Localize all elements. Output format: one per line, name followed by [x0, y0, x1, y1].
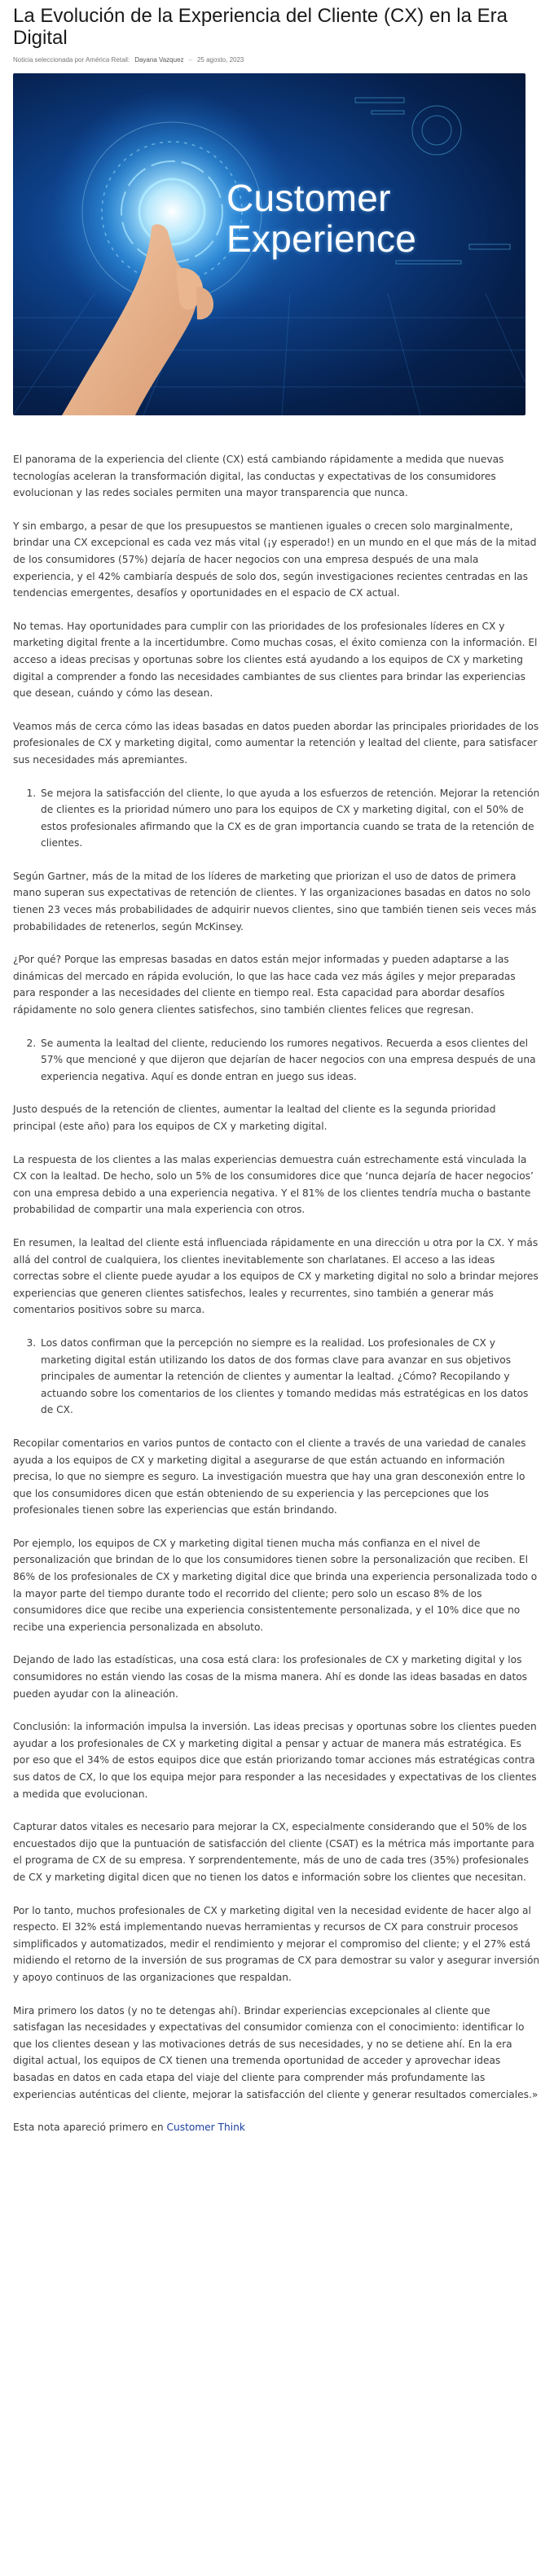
hero-headline	[226, 178, 416, 259]
paragraph: ¿Por qué? Porque las empresas basadas en datos están mejor informadas y pueden adaptarse a las dinámicas del mercado en rápida evolución, lo que las hace cada vez más ágiles y mejor preparadas para responder a las necesidades del cliente en tiempo real. Esta capacidad para abordar desafíos rápidamente no solo genera clientes satisfechos, sino también clientes felices que regresan.	[13, 954, 516, 1016]
paragraph: No temas. Hay oportunidades para cumplir con las prioridades de los profesionales líderes en CX y marketing digital frente a la incertidumbre. Como muchas cosas, el éxito comienza con la información. El acceso a ideas precisas y oportunas sobre los clientes está ayudando a los equipos de CX y marketing digital a comprender a fondo las necesidades cambiantes de sus clientes para brindar las experiencias que desean, cuándo y cómo las desean.	[13, 620, 538, 700]
paragraph: Capturar datos vitales es necesario para mejorar la CX, especialmente considerando que el 50% de los encuestados dijo que la puntuación de satisfacción del cliente (CSAT) es la métrica más importante para el programa de CX de su empresa. Y sorprendentemente, más de uno de cada tres (35%) profesionales de CX y marketing digital dicen que no tienen los datos e información sobre los clientes que necesitan.	[13, 1821, 534, 1883]
paragraph: El panorama de la experiencia del cliente (CX) está cambiando rápidamente a medida que nuevas tecnologías aceleran la transformación digital, las conductas y expectativas de los consumidores evolucionan y las redes sociales permiten una mayor transparencia que nunca.	[13, 454, 504, 499]
paragraph: Por lo tanto, muchos profesionales de CX y marketing digital ven la necesidad evidente de hacer algo al respecto. El 32% está implementando nuevas herramientas y recursos de CX para construir procesos simplificados y automatizados, medir el rendimiento y mejorar el compromiso del cliente; y el 27% está midiendo el retorno de la inversión de sus programas de CX para demostrar su valor y asegurar inversión y apoyo continuos de las organizaciones que respaldan.	[13, 1904, 540, 1983]
article-meta	[13, 56, 541, 64]
source-link[interactable]: Customer Think	[166, 2122, 245, 2134]
numbered-list	[13, 785, 541, 852]
numbered-list	[13, 1335, 541, 1419]
paragraph: En resumen, la lealtad del cliente está influenciada rápidamente en una dirección u otra por la CX. Y más allá del control de cualquiera, los clientes inevitablemente son charlatanes. El acceso a las ideas correctas sobre el cliente puede ayudar a los equipos de CX y marketing digital no solo a brindar mejores experiencias que generen clientes satisfechos, leales y recurrentes, sino también a generar más comentarios positivos sobre su marca.	[13, 1236, 539, 1316]
list-item: 3. Los datos confirman que la percepción no siempre es la realidad. Los profesionales de CX y marketing digital están utilizando los datos de dos formas clave para avanzar en sus objetivos principales de aumentar la retención de clientes y aumentar la lealtad. ¿Cómo? Recopilando y actuando sobre los comentarios de los clientes y tomando medidas más estratégicas en los datos de CX.	[39, 1335, 541, 1419]
list-item: 2. Se aumenta la lealtad del cliente, reduciendo los rumores negativos. Recuerda a esos clientes del 57% que mencioné y que dijeron que dejarían de hacer negocios con una empresa después de una experiencia negativa. Aquí es donde entran en juego sus ideas.	[39, 1035, 541, 1086]
paragraph: La respuesta de los clientes a las malas experiencias demuestra cuán estrechamente está vinculada la CX con la lealtad. De hecho, solo un 5% de los consumidores dice que ‘nunca dejaría de hacer negocios’ con una empresa debido a una experiencia negativa. Y el 81% de los clientes tendría mucha o bastante probabilidad de compartir una mala experiencia con otros.	[13, 1153, 534, 1216]
article-page	[0, 5, 554, 2136]
paragraph: Conclusión: la información impulsa la inversión. Las ideas precisas y oportunas sobre los clientes pueden ayudar a los profesionales de CX y marketing digital a pensar y actuar de manera más estratégica. Es por eso que el 34% de estos equipos dice que están priorizando tomar acciones más estratégicas contra sus datos de CX, lo que los equipa mejor para responder a las necesidades y expectativas de los clientes a medida que evolucionan.	[13, 1721, 537, 1800]
hero-line-1: Customer	[226, 177, 391, 219]
footer-prefix: Esta nota apareció primero en	[13, 2122, 164, 2134]
paragraph: Recopilar comentarios en varios puntos de contacto con el cliente a través de una variedad de canales ayuda a los equipos de CX y marketing digital a asegurarse de que están actuando en información precisa, lo que no siempre es seguro. La investigación muestra que hay una gran desconexión entre lo que los consumidores dicen que están obteniendo de su experiencia y las percepciones que los profesionales tienen sobre las experiencias que están brindando.	[13, 1437, 526, 1516]
paragraph: Dejando de lado las estadísticas, una cosa está clara: los profesionales de CX y marketing digital y los consumidores no están viendo las cosas de la misma manera. Ahí es donde las ideas basadas en datos pueden ayudar con la alineación.	[13, 1654, 528, 1700]
list-item: 1. Se mejora la satisfacción del cliente, lo que ayuda a los esfuerzos de retención. Mejorar la retención de clientes es la prioridad número uno para los equipos de CX y marketing digital, con el 50% de estos profesionales afirmando que la CX es de gran importancia cuando se trata de la retención de clientes.	[39, 785, 541, 852]
paragraph: Mira primero los datos (y no te detengas ahí). Brindar experiencias excepcionales al cliente que satisfagan las necesidades y expectativas del consumidor comienza con el conocimiento: identificar lo que los clientes desean y las motivaciones detrás de sus necesidades, y no se detiene ahí. En la era digital actual, los equipos de CX tienen una tremenda oportunidad de acceder y aprovechar ideas basadas en datos en cada etapa del viaje del cliente para comprender más profundamente las experiencias auténticas del cliente, mejorar la satisfacción del cliente y generar resultados comerciales.»	[13, 2004, 539, 2100]
hero-line-2: Experience	[226, 217, 417, 260]
publish-date: 25 agosto, 2023	[196, 56, 244, 64]
article-title: La Evolución de la Experiencia del Cliente (CX) en la Era Digital	[13, 5, 508, 49]
paragraph: Por ejemplo, los equipos de CX y marketing digital tienen mucha más confianza en el nivel de personalización que brindan de lo que los consumidores tienen sobre la personalización que reciben. El 86% de los profesionales de CX y marketing digital dice que brinda una experiencia personalizada todo o la mayor parte del tiempo durante todo el recorrido del cliente; pero solo un escaso 8% de los consumidores dice que recibe una experiencia consistentemente personalizada, y el 10% dice que no recibe una experiencia personalizada en absoluto.	[13, 1537, 538, 1633]
paragraph: Y sin embargo, a pesar de que los presupuestos se mantienen iguales o crecen solo marginalmente, brindar una CX excepcional es cada vez más vital (¡y esperado!) en un mundo en el que más de la mitad de los consumidores (57%) dejaría de hacer negocios con una empresa después de una mala experiencia, y el 42% cambiaría después de solo dos, según investigaciones recientes centradas en las tendencias emergentes, desafíos y oportunidades en el espacio de CX actual.	[13, 520, 537, 599]
paragraph: Justo después de la retención de clientes, aumentar la lealtad del cliente es la segunda prioridad principal (este año) para los equipos de CX y marketing digital.	[13, 1104, 496, 1132]
article-body	[13, 451, 541, 2136]
source-footer	[13, 2119, 541, 2136]
paragraph: Veamos más de cerca cómo las ideas basadas en datos pueden abordar las principales prioridades de los profesionales de CX y marketing digital, como aumentar la retención y lealtad del cliente, para satisfacer sus necesidades más apremiantes.	[13, 720, 539, 766]
paragraph: Según Gartner, más de la mitad de los líderes de marketing que priorizan el uso de datos de primera mano superan sus expectativas de retención de clientes. Y las organizaciones basadas en datos no solo tienen 23 veces más probabilidades de adquirir nuevos clientes, sino que también tienen seis veces más probabilidades de retenerlos, según McKinsey.	[13, 870, 537, 933]
author-link[interactable]: Dayana Vazquez	[134, 56, 184, 64]
source-label: Noticia seleccionada por América Retail:	[13, 56, 130, 64]
numbered-list	[13, 1035, 541, 1086]
meta-separator: –	[188, 56, 192, 64]
hero-image	[13, 73, 525, 415]
